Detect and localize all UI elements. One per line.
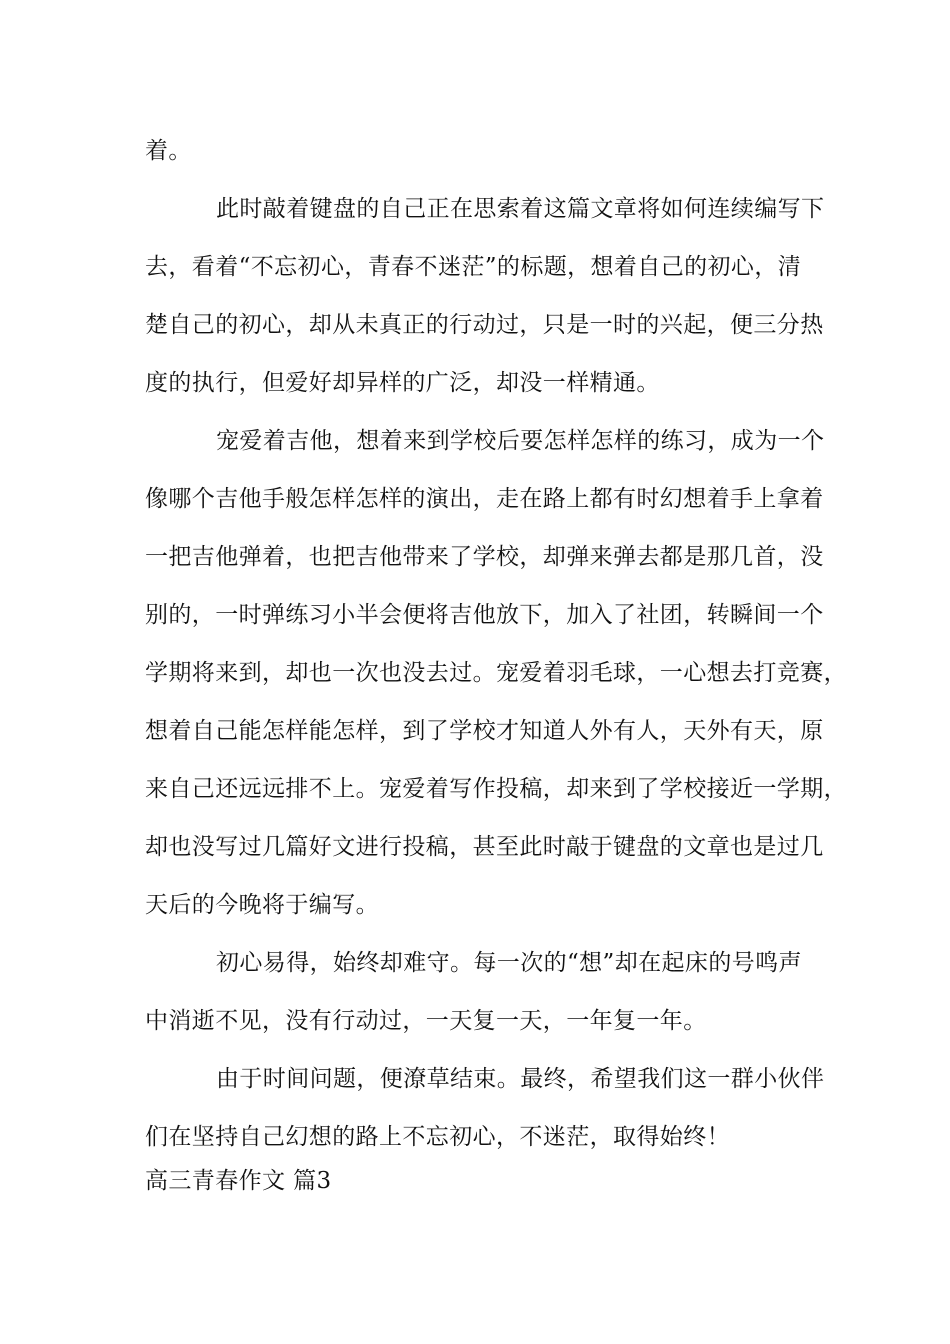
text-line: 着。 bbox=[145, 138, 192, 164]
text-line: 来自己还远远排不上。宠爱着写作投稿，却来到了学校接近一学期， bbox=[145, 776, 847, 802]
text-line: 楚自己的初心，却从未真正的行动过，只是一时的兴起，便三分热 bbox=[145, 312, 824, 338]
text-line: 像哪个吉他手般怎样怎样的演出，走在路上都有时幻想着手上拿着 bbox=[145, 486, 824, 512]
text-line: 却也没写过几篇好文进行投稿，甚至此时敲于键盘的文章也是过几 bbox=[145, 834, 824, 860]
text-line: 想着自己能怎样能怎样，到了学校才知道人外有人，天外有天，原 bbox=[145, 718, 824, 744]
text-line: 别的，一时弹练习小半会便将吉他放下，加入了社团，转瞬间一个 bbox=[145, 602, 824, 628]
paragraph-first-line: 由于时间问题，便潦草结束。最终，希望我们这一群小伙伴 bbox=[216, 1066, 825, 1092]
text-line: 一把吉他弹着，也把吉他带来了学校，却弹来弹去都是那几首，没 bbox=[145, 544, 824, 570]
text-line: 天后的今晚将于编写。 bbox=[145, 892, 379, 918]
paragraph-first-line: 宠爱着吉他，想着来到学校后要怎样怎样的练习，成为一个 bbox=[216, 428, 825, 454]
text-line: 们在坚持自己幻想的路上不忘初心，不迷茫，取得始终！ bbox=[145, 1124, 730, 1150]
text-line: 学期将来到，却也一次也没去过。宠爱着羽毛球，一心想去打竞赛， bbox=[145, 660, 847, 686]
paragraph-first-line: 初心易得，始终却难守。每一次的“想”却在起床的号鸣声 bbox=[216, 950, 802, 976]
text-line: 去，看着“不忘初心，青春不迷茫”的标题，想着自己的初心，清 bbox=[145, 254, 802, 280]
text-line: 中消逝不见，没有行动过，一天复一天，一年复一年。 bbox=[145, 1008, 707, 1034]
section-heading: 高三青春作文 篇3 bbox=[145, 1168, 332, 1194]
paragraph-first-line: 此时敲着键盘的自己正在思索着这篇文章将如何连续编写下 bbox=[216, 196, 825, 222]
text-line: 度的执行，但爱好却异样的广泛，却没一样精通。 bbox=[145, 370, 660, 396]
